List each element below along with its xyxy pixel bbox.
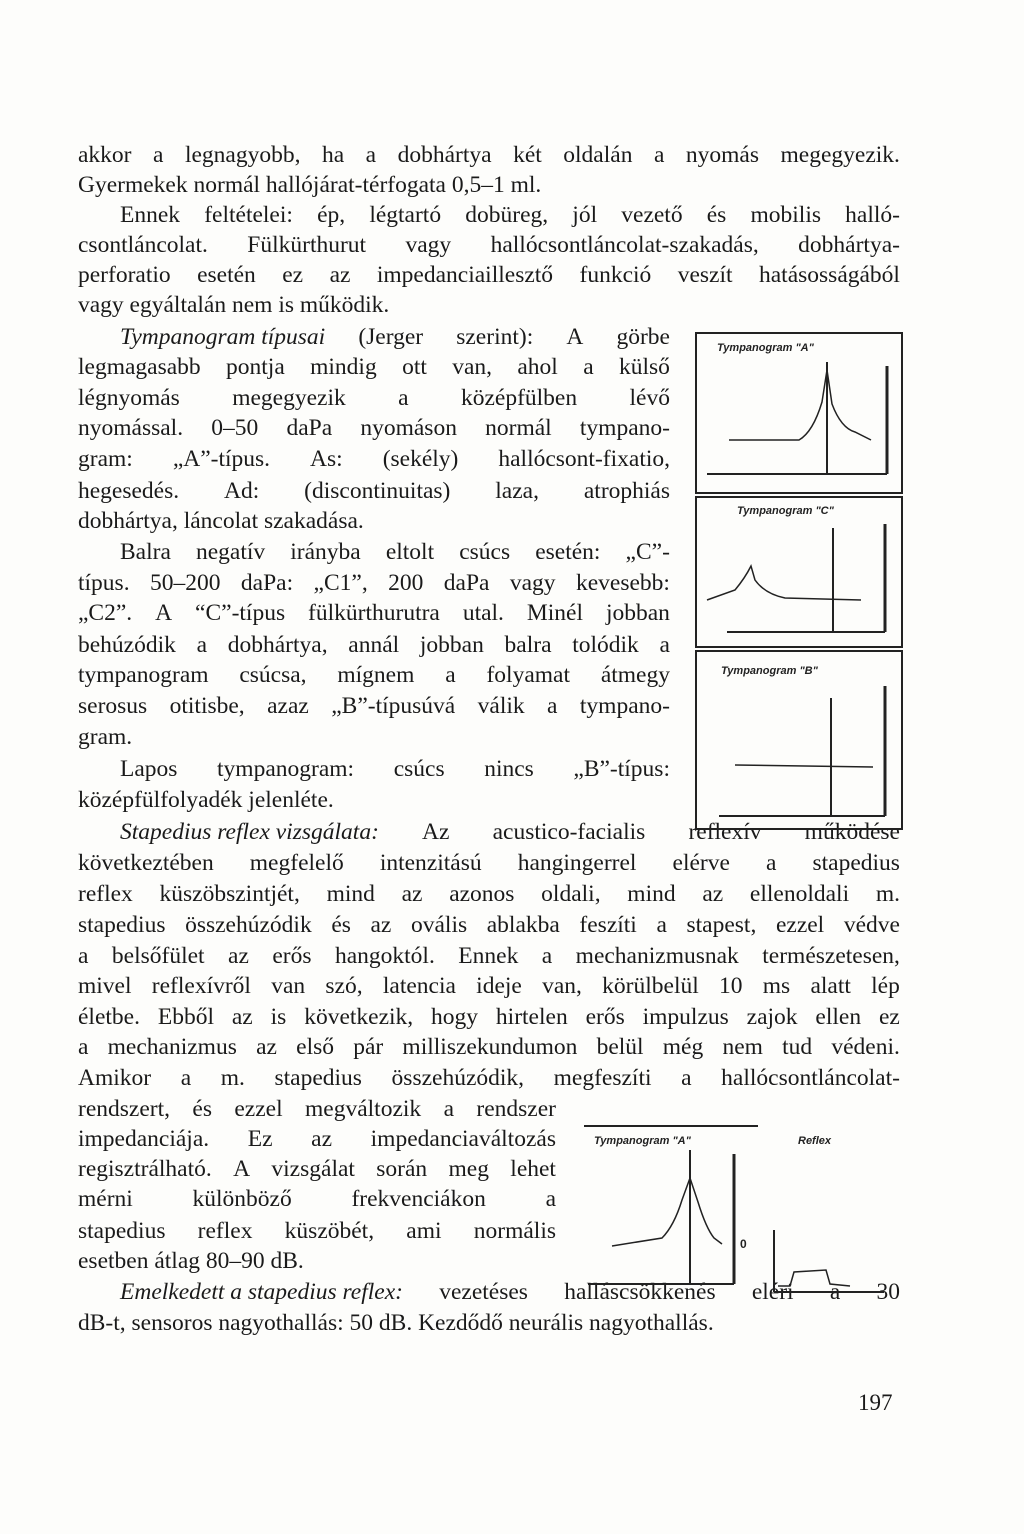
text-line — [78, 1063, 900, 1093]
word: dB-t, sensoros nagyothallás: 50 dB. Kezdődő neurális nagyothallás. — [78, 1310, 714, 1336]
word: van — [271, 973, 306, 999]
word: ablakba — [486, 912, 560, 938]
word: ovális — [410, 912, 468, 938]
word: az — [702, 881, 724, 907]
word: mígnem — [337, 662, 415, 688]
word: impulzus — [642, 1004, 729, 1030]
word: és — [192, 1096, 212, 1122]
word: körülbelül — [602, 973, 699, 999]
word: lehet — [510, 1156, 556, 1182]
text-line — [78, 1094, 556, 1124]
word: első — [296, 1034, 334, 1060]
word: rendszert, — [78, 1096, 170, 1122]
figure-title: Tympanogram "A" — [594, 1135, 691, 1147]
word: reflexív — [688, 819, 762, 845]
word: normál — [485, 415, 552, 441]
word: a — [78, 943, 89, 969]
word: A — [566, 324, 584, 350]
word: ideje — [476, 973, 522, 999]
word: erős — [272, 943, 312, 969]
word: a — [398, 385, 409, 411]
word: a — [547, 693, 558, 719]
word: vagy — [405, 232, 452, 258]
word: különböző — [192, 1186, 292, 1212]
word: utal. — [462, 600, 504, 626]
text-line — [78, 260, 900, 290]
word: reflex — [197, 1218, 253, 1244]
word: tympano- — [579, 415, 670, 441]
word: még — [662, 1034, 704, 1060]
word: Ad: — [224, 478, 260, 504]
word: pontja — [226, 354, 285, 380]
word: mechanizmusnak — [575, 943, 739, 969]
text-line — [78, 506, 364, 536]
text-line — [78, 1216, 556, 1246]
word: hangoktól. — [334, 943, 435, 969]
text-line — [78, 170, 541, 200]
word: Minél — [526, 600, 584, 626]
text-line — [78, 1124, 556, 1154]
word: tympanogram — [78, 662, 209, 688]
word: a — [656, 912, 667, 938]
word: ezzel — [775, 912, 825, 938]
word: tympano- — [579, 693, 670, 719]
word: középfülben — [460, 385, 578, 411]
word: “C”-típus — [195, 600, 286, 626]
text-line — [78, 630, 670, 660]
word: következik, — [304, 1004, 414, 1030]
word: megegyezik. — [780, 142, 900, 168]
text-line — [78, 200, 900, 230]
word: otitisbe, — [169, 693, 245, 719]
word: „A”-típus. — [172, 446, 271, 472]
word: Az — [422, 819, 450, 845]
word: a — [443, 1096, 455, 1122]
word: típus. — [78, 570, 130, 596]
word: ez — [878, 1004, 900, 1030]
word: megfeszíti — [553, 1065, 652, 1091]
word: negatív — [195, 539, 266, 565]
word: veszít — [677, 262, 733, 288]
text-line — [78, 785, 334, 815]
word: 0–50 — [211, 415, 259, 441]
word: reflex — [78, 881, 133, 907]
word: mindig — [310, 354, 377, 380]
word: az — [228, 943, 249, 969]
word: jobban — [419, 632, 484, 658]
word: atrophiás — [583, 478, 670, 504]
word: tud — [782, 1034, 813, 1060]
word: dobhártya- — [798, 232, 900, 258]
word: stapedius — [812, 850, 900, 876]
word: „C”- — [625, 539, 670, 565]
word: nincs — [484, 756, 534, 782]
text-line — [78, 383, 670, 413]
word: mérni — [78, 1186, 133, 1212]
word: hallócsontláncolat- — [721, 1065, 900, 1091]
word: az — [370, 912, 392, 938]
word: dobüreg, — [465, 202, 549, 228]
word: halló- — [845, 202, 900, 228]
word: acustico-facialis — [492, 819, 646, 845]
text-line — [78, 1246, 304, 1276]
page-number: 197 — [858, 1390, 893, 1415]
word: akkor — [78, 142, 132, 168]
text-line — [78, 910, 900, 940]
word: a — [829, 1279, 841, 1305]
word: gram. — [78, 724, 133, 750]
word: 10 — [719, 973, 743, 999]
word: (Jerger — [358, 324, 424, 350]
word: vezető — [621, 202, 683, 228]
word: hogy — [431, 1004, 479, 1030]
word: hatásosságából — [759, 262, 900, 288]
text-line — [78, 230, 900, 260]
text-line — [78, 598, 670, 628]
word: nyomással. — [78, 415, 184, 441]
word: ezzel — [234, 1096, 283, 1122]
word: stapedius — [78, 912, 166, 938]
word: középfülfolyadék jelenléte. — [78, 787, 334, 813]
word: védeni. — [831, 1034, 900, 1060]
word: van, — [452, 354, 493, 380]
italic-term: Emelkedett a stapedius reflex: — [120, 1279, 403, 1305]
word: mind — [627, 881, 676, 907]
word: milliszekundumon — [402, 1034, 578, 1060]
word: az — [401, 881, 423, 907]
word: impedanciaváltozás — [370, 1126, 556, 1152]
word: az — [329, 262, 351, 288]
word: mind — [326, 881, 375, 907]
word: ms — [762, 973, 791, 999]
word: 50–200 — [150, 570, 221, 596]
word: Balra — [120, 539, 171, 565]
word: esetén — [197, 262, 256, 288]
word: esetben átlag 80–90 dB. — [78, 1248, 304, 1274]
word: küszöbszintjét, — [159, 881, 300, 907]
zero-label: 0 — [740, 1237, 747, 1251]
word: következtében — [78, 850, 214, 876]
word: halláscsökkenés — [564, 1279, 716, 1305]
word: mobilis — [750, 202, 821, 228]
word: intenzitású — [379, 850, 482, 876]
word: regisztrálható. — [78, 1156, 212, 1182]
word: az — [311, 1126, 333, 1152]
word: Gyermekek normál hallójárat-térfogata 0,5–1 ml. — [78, 172, 542, 198]
text-line — [78, 476, 670, 506]
word: ellen — [815, 1004, 862, 1030]
word: válik — [477, 693, 525, 719]
word: a — [541, 943, 553, 969]
word: megváltozik — [305, 1096, 422, 1122]
word: legmagasabb — [78, 354, 201, 380]
word: görbe — [616, 324, 670, 350]
word: életbe. — [78, 1004, 140, 1030]
word: megegyezik — [232, 385, 346, 411]
word: a — [765, 850, 777, 876]
word: rendszer — [476, 1096, 556, 1122]
word: természetesen, — [762, 943, 900, 969]
text-line — [78, 879, 900, 909]
word: Ennek — [120, 202, 181, 228]
word: perforatio — [78, 262, 171, 288]
word: eléri — [751, 1279, 794, 1305]
text-line — [78, 322, 670, 352]
word: átmegy — [600, 662, 670, 688]
figure-tympanogram-b — [695, 650, 903, 830]
text-line — [78, 352, 670, 382]
word: hangingerrel — [517, 850, 637, 876]
text-line — [78, 941, 900, 971]
word: ami — [406, 1218, 442, 1244]
word: lévő — [629, 385, 670, 411]
text-line — [78, 848, 900, 878]
word: „C1”, — [313, 570, 368, 596]
word: daPa — [286, 415, 333, 441]
word: dobhártya, láncolat szakadása. — [78, 508, 364, 534]
word: jól — [572, 202, 598, 228]
text-line — [78, 754, 670, 784]
word: tolódik — [572, 632, 639, 658]
figure-stapedius-reflex — [578, 1120, 890, 1298]
text-line — [78, 1154, 556, 1184]
word: Ennek — [458, 943, 519, 969]
word: csontláncolat. — [78, 232, 208, 258]
word: légnyomás — [78, 385, 180, 411]
word: nyomáson — [360, 415, 457, 441]
figure-title-reflex: Reflex — [798, 1135, 832, 1147]
word: ott — [402, 354, 427, 380]
word: nem — [722, 1034, 763, 1060]
word: m. — [875, 881, 900, 907]
word: összehúzódik — [185, 912, 312, 938]
word: fülkürthurutra — [308, 600, 440, 626]
word: elérve — [672, 850, 730, 876]
word: a — [681, 1065, 692, 1091]
word: ha — [321, 142, 345, 168]
figure-tympanogram-c — [695, 496, 903, 648]
word: a — [78, 1034, 89, 1060]
word: során — [376, 1156, 428, 1182]
word: legnagyobb, — [184, 142, 301, 168]
word: gram: — [78, 446, 133, 472]
figure-tympanogram-a — [695, 332, 903, 494]
word: normális — [473, 1218, 556, 1244]
word: daPa: — [240, 570, 294, 596]
word: vezetéses — [439, 1279, 528, 1305]
word: Lapos — [120, 756, 178, 782]
word: ahol — [517, 354, 558, 380]
word: az — [231, 1004, 253, 1030]
word: Fülkürthurut — [247, 232, 367, 258]
word: balra — [504, 632, 552, 658]
word: csúcs — [459, 539, 511, 565]
word: ép, — [317, 202, 346, 228]
word: „B”-típusúvá — [331, 693, 456, 719]
word: „B”-típus: — [573, 756, 670, 782]
word: működése — [804, 819, 900, 845]
word: belül — [596, 1034, 644, 1060]
text-line — [78, 691, 670, 721]
word: eltolt — [385, 539, 435, 565]
word: daPa — [443, 570, 490, 596]
word: laza, — [495, 478, 539, 504]
italic-term: Stapedius reflex vizsgálata: — [120, 819, 379, 845]
word: védve — [843, 912, 900, 938]
figure-title: Tympanogram "A" — [717, 342, 814, 354]
word: vizsgálat — [271, 1156, 355, 1182]
word: megfelelő — [249, 850, 344, 876]
word: és — [331, 912, 351, 938]
word: oldalán — [563, 142, 633, 168]
word: esetén: — [535, 539, 601, 565]
text-line — [78, 413, 670, 443]
word: szó, — [325, 973, 363, 999]
text-line — [78, 140, 900, 170]
word: dobhártya — [397, 142, 492, 168]
word: jobban — [605, 600, 670, 626]
word: alatt — [810, 973, 851, 999]
word: a — [653, 142, 665, 168]
word: a — [545, 1186, 556, 1212]
italic-term: Tympanogram típusai — [120, 324, 326, 350]
text-line — [78, 568, 670, 598]
text-line — [78, 971, 900, 1001]
word: meg — [448, 1156, 489, 1182]
text-line — [78, 1032, 900, 1062]
word: hirtelen — [495, 1004, 568, 1030]
word: a — [153, 142, 164, 168]
text-line — [78, 537, 670, 567]
figure-title: Tympanogram "C" — [737, 505, 834, 517]
word: Ebből — [157, 1004, 214, 1030]
word: a — [659, 632, 670, 658]
word: impedanciaillesztő — [376, 262, 554, 288]
word: belsőfület — [111, 943, 205, 969]
word: két — [513, 142, 542, 168]
text-line — [78, 444, 670, 474]
word: folyamat — [486, 662, 570, 688]
word: küszöbét, — [284, 1218, 375, 1244]
word: impedanciája. — [78, 1126, 210, 1152]
word: van, — [542, 973, 582, 999]
word: latencia — [382, 973, 456, 999]
word: A — [155, 600, 173, 626]
word: 200 — [388, 570, 424, 596]
word: légtartó — [369, 202, 442, 228]
word: (sekély) — [382, 446, 459, 472]
word: „C2”. — [78, 600, 133, 626]
word: a — [583, 354, 594, 380]
word: stapedius — [274, 1065, 362, 1091]
word: (discontinuitas) — [304, 478, 451, 504]
word: ellenoldali — [749, 881, 850, 907]
text-line — [78, 1002, 900, 1032]
word: csúcsa, — [239, 662, 307, 688]
word: azonos — [449, 881, 515, 907]
word: szerint): — [456, 324, 534, 350]
word: lép — [871, 973, 900, 999]
word: annál — [348, 632, 400, 658]
word: reflexívről — [151, 973, 251, 999]
text-line — [78, 722, 132, 752]
word: erős — [585, 1004, 625, 1030]
text-line — [78, 1184, 556, 1214]
word: zajok — [746, 1004, 798, 1030]
text-line — [78, 1308, 714, 1338]
text-line — [78, 660, 670, 690]
word: 30 — [876, 1279, 900, 1305]
word: mivel — [78, 973, 132, 999]
word: nyomás — [685, 142, 759, 168]
word: m. — [220, 1065, 245, 1091]
word: a — [365, 142, 377, 168]
word: tympanogram: — [217, 756, 355, 782]
word: Ez — [247, 1126, 273, 1152]
word: vagy — [509, 570, 556, 596]
word: a — [445, 662, 456, 688]
word: feltételei: — [204, 202, 293, 228]
word: funkció — [579, 262, 652, 288]
word: behúzódik — [78, 632, 176, 658]
word: kevesebb: — [575, 570, 670, 596]
text-line — [78, 290, 389, 320]
word: stapedius — [78, 1218, 166, 1244]
word: a — [196, 632, 208, 658]
word: feszíti — [579, 912, 637, 938]
word: összehúzódik, — [391, 1065, 525, 1091]
word: As: — [310, 446, 343, 472]
word: Amikor — [78, 1065, 152, 1091]
word: stapest, — [686, 912, 757, 938]
word: is — [270, 1004, 287, 1030]
word: vagy egyáltalán nem is működik. — [78, 292, 390, 318]
word: azaz — [267, 693, 309, 719]
word: az — [256, 1034, 277, 1060]
word: oldali, — [541, 881, 601, 907]
word: hallócsont-fixatio, — [498, 446, 670, 472]
word: ez — [282, 262, 304, 288]
word: a — [180, 1065, 192, 1091]
word: külső — [618, 354, 670, 380]
word: serosus — [78, 693, 148, 719]
word: csúcs — [393, 756, 445, 782]
word: irányba — [290, 539, 361, 565]
word: frekvenciákon — [351, 1186, 486, 1212]
word: mechanizmus — [107, 1034, 237, 1060]
word: dobhártya, — [227, 632, 328, 658]
word: és — [706, 202, 727, 228]
word: pár — [353, 1034, 384, 1060]
word: A — [233, 1156, 251, 1182]
word: hallócsontláncolat-szakadás, — [490, 232, 759, 258]
figure-title: Tympanogram "B" — [721, 665, 818, 677]
word: hegesedés. — [78, 478, 180, 504]
